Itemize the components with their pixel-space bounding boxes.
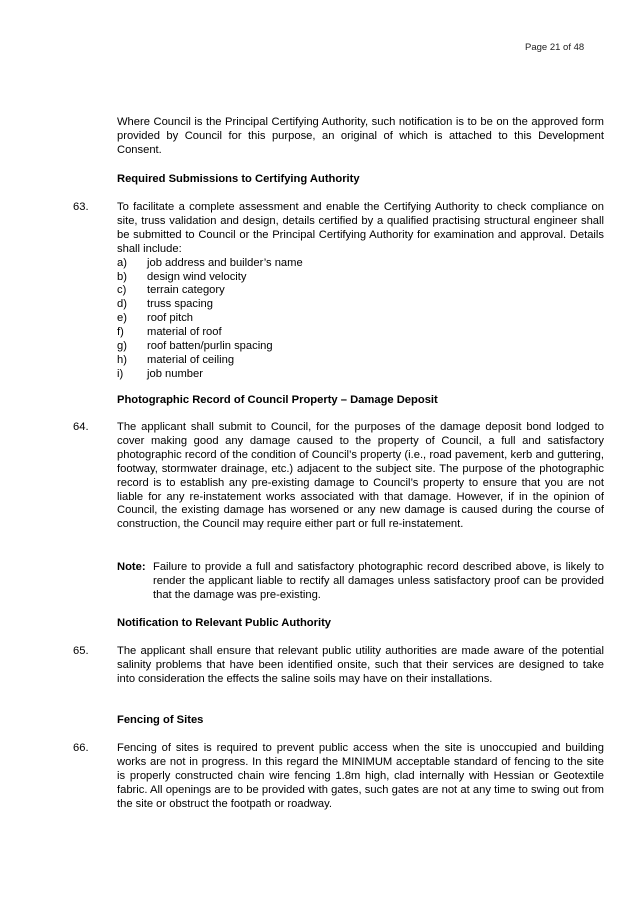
- list-item: [117, 271, 604, 285]
- clause-65: [73, 645, 604, 687]
- intro-paragraph: Where Council is the Principal Certifying Authority, such notification is to be on the approved form provided by Council for this purpose, an original of which is attached to this Development Consent.: [117, 116, 604, 156]
- list-item: [117, 257, 604, 271]
- list-letter: f): [117, 326, 124, 339]
- clause-66: [73, 742, 604, 812]
- clause-text: Fencing of sites is required to prevent public access when the site is unoccupied and building works are not in progress. In this regard the MINIMUM acceptable standard of fencing to the site is properly constructed chain wire fencing 1.8m high, clad internally with Hessian or Geotextile fabric. All openings are to be provided with gates, such gates are not at any time to swing out from the site or obstruct the footpath or roadway.: [117, 742, 604, 810]
- list-text: truss spacing: [147, 298, 213, 311]
- clause-text: To facilitate a complete assessment and enable the Certifying Authority to check compliance on site, truss validation and design, details certified by a qualified practising structural engineer shall be submitted to Council or the Principal Certifying Authority for examination and approval. Details shall include:: [117, 201, 604, 255]
- list-letter: h): [117, 353, 127, 366]
- details-list: [117, 257, 604, 382]
- clause-text: The applicant shall submit to Council, for the purposes of the damage deposit bond lodged to cover making good any damage caused to the property of Council, a full and satisfactory photographic record of the condition of Council’s property (i.e., road pavement, kerb and guttering, footway, stormwater drainage, etc.) adjacent to the subject site. The purpose of the photographic record is to establish any pre-existing damage to Council’s property to ensure that you are not liable for any re-instatement works associated with that damage. However, if in the opinion of Council, the existing damage has worsened or any new damage is caused during the course of construction, the Council may require either part or full re-instatement.: [117, 421, 604, 531]
- list-letter: a): [117, 256, 127, 269]
- note-text: Failure to provide a full and satisfactory photographic record described above, is likely to render the applicant liable to rectify all damages unless satisfactory proof can be provided that the damage was pre-existing.: [153, 561, 604, 601]
- list-text: material of ceiling: [147, 353, 235, 366]
- list-text: job number: [147, 367, 203, 380]
- list-letter: e): [117, 312, 127, 325]
- list-text: roof batten/purlin spacing: [147, 339, 273, 352]
- list-text: design wind velocity: [147, 270, 247, 283]
- list-letter: b): [117, 270, 127, 283]
- note-block: [117, 561, 604, 603]
- clause-number: 64.: [73, 421, 89, 433]
- list-item: [117, 312, 604, 326]
- list-letter: g): [117, 339, 127, 352]
- clause-64: [73, 421, 604, 532]
- list-text: terrain category: [147, 284, 225, 297]
- list-item: [117, 326, 604, 340]
- clause-63: [73, 201, 604, 382]
- section-heading-64: Photographic Record of Council Property – Damage Deposit: [117, 394, 438, 406]
- clause-number: 65.: [73, 645, 89, 657]
- list-item: [117, 298, 604, 312]
- list-item: [117, 284, 604, 298]
- note-label: Note:: [117, 561, 146, 573]
- list-item: [117, 354, 604, 368]
- section-heading-65: Notification to Relevant Public Authority: [117, 617, 332, 629]
- page-number: Page 21 of 48: [525, 42, 585, 53]
- list-letter: c): [117, 284, 127, 297]
- list-text: material of roof: [147, 326, 222, 339]
- list-text: job address and builder’s name: [147, 256, 303, 269]
- list-item: [117, 340, 604, 354]
- clause-number: 66.: [73, 742, 89, 754]
- list-text: roof pitch: [147, 312, 194, 325]
- list-item: [117, 368, 604, 382]
- clause-number: 63.: [73, 201, 89, 213]
- section-heading-63: Required Submissions to Certifying Authority: [117, 173, 360, 185]
- list-letter: i): [117, 367, 124, 380]
- section-heading-66: Fencing of Sites: [117, 714, 204, 726]
- clause-text: The applicant shall ensure that relevant public utility authorities are made aware of the potential salinity problems that have been identified onsite, such that their services are designed to take into consideration the effects the saline soils may have on their installations.: [117, 645, 604, 685]
- list-letter: d): [117, 298, 127, 311]
